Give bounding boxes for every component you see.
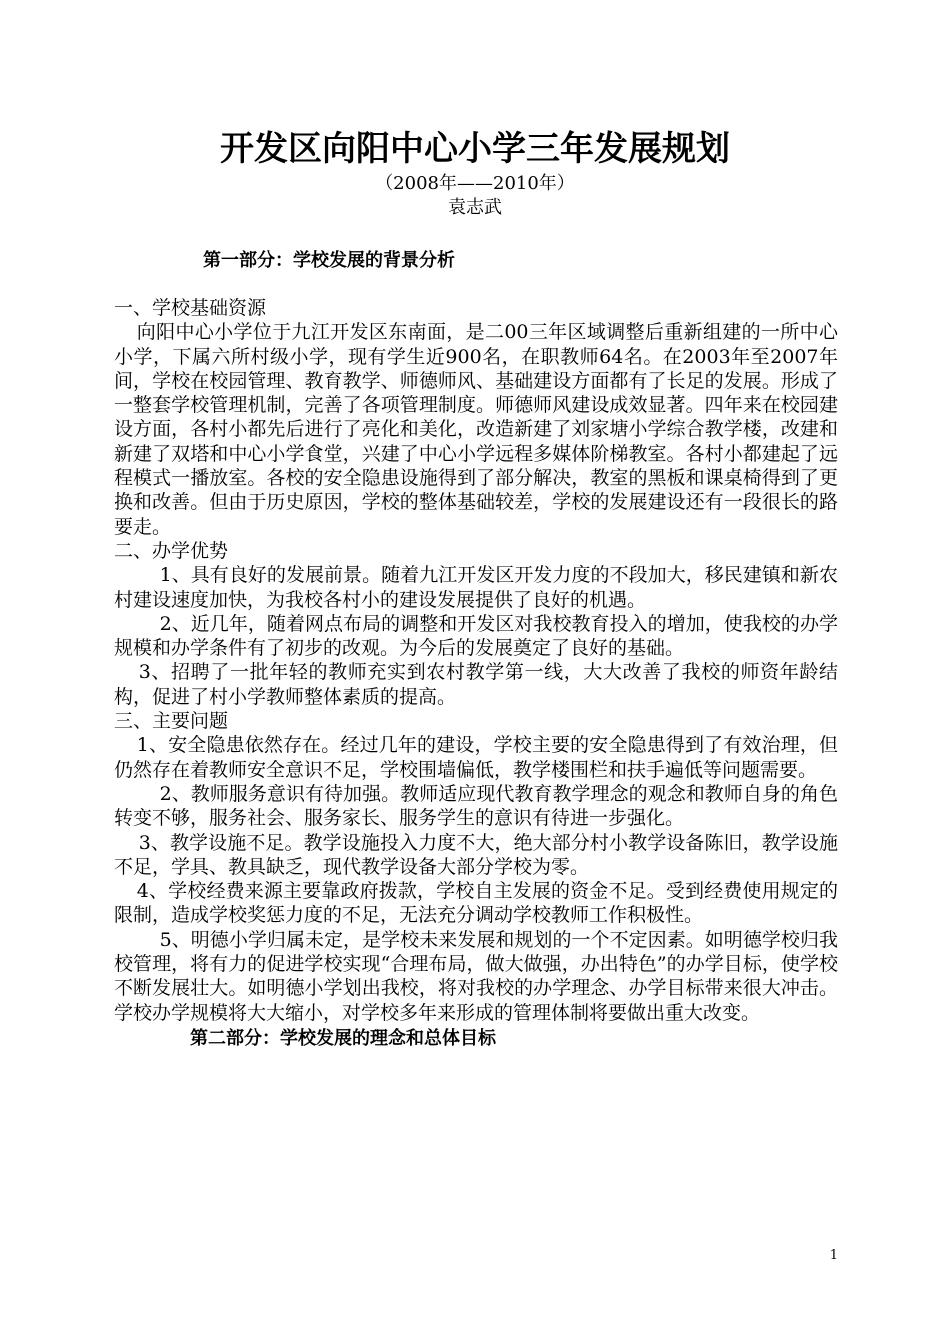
document-body bbox=[114, 296, 838, 1051]
document-period: （2008年——2010年） bbox=[375, 173, 575, 194]
section2-item-1: 1、具有良好的发展前景。随着九江开发区开发力度的不段加大，移民建镇和新农村建设速度加快，为我校各村小的建设发展提供了良好的机遇。 bbox=[114, 564, 838, 611]
document-author: 袁志武 bbox=[448, 197, 502, 218]
section2-item-2: 2、近几年，随着网点布局的调整和开发区对我校教育投入的增加，使我校的办学规模和办学条件有了初步的改观。为今后的发展奠定了良好的基础。 bbox=[114, 612, 838, 660]
section2-item-3: 3、招聘了一批年轻的教师充实到农村教学第一线，大大改善了我校的师资年龄结构，促进了村小学教师整体素质的提高。 bbox=[114, 661, 838, 708]
section3-item-2: 2、教师服务意识有待加强。教师适应现代教育教学理念的观念和教师自身的角色转变不够，服务社会、服务家长、服务学生的意识有待进一步强化。 bbox=[114, 782, 838, 830]
section3-heading: 三、主要问题 bbox=[114, 710, 229, 733]
part1-heading: 第一部分：学校发展的背景分析 bbox=[203, 250, 455, 271]
part2-heading: 第二部分：学校发展的理念和总体目标 bbox=[190, 1027, 496, 1049]
document-title: 开发区向阳中心小学三年发展规划 bbox=[220, 129, 730, 169]
section3-item-4: 4、学校经费来源主要靠政府拨款，学校自主发展的资金不足。受到经费使用规定的限制，造成学校奖惩力度的不足，无法充分调动学校教师工作积极性。 bbox=[114, 880, 838, 927]
page-number: 1 bbox=[829, 1248, 838, 1263]
section1-paragraph: 向阳中心小学位于九江开发区东南面，是二00三年区域调整后重新组建的一所中心小学，下属六所村级小学，现有学生近900名，在职教师64名。在2003年至2007年间，学校在校园管理、教育教学、师德师风、基础建设方面都有了长足的发展。形成了一整套学校管理机制，完善了各项管理制度。师德师风建设成效显著。四年来在校园建设方面，各村小都先后进行了亮化和美化，改造新建了刘家塘小学综合教学楼，改建和新建了双塔和中心小学食堂，兴建了中心小学远程多媒体阶梯教室。各村小都建起了远程模式一播放室。各校的安全隐患设施得到了部分解决，教室的黑板和课桌椅得到了更换和改善。但由于历史原因，学校的整体基础较差，学校的发展建设还有一段很长的路要走。 bbox=[114, 321, 838, 538]
section3-item-1: 1、安全隐患依然存在。经过几年的建设，学校主要的安全隐患得到了有效治理，但仍然存在着教师安全意识不足，学校围墙偏低，教学楼围栏和扶手遍低等问题需要。 bbox=[114, 734, 838, 781]
section3-item-5: 5、明德小学归属未定，是学校未来发展和规划的一个不定因素。如明德学校归我校管理，将有力的促进学校实现“合理布局，做大做强，办出特色”的办学目标，使学校不断发展壮大。如明德小学划出我校，将对我校的办学理念、办学目标带来很大冲击。学校办学规模将大大缩小，对学校多年来形成的管理体制将要做出重大改变。 bbox=[114, 928, 838, 1024]
section3-item-3: 3、教学设施不足。教学设施投入力度不大，绝大部分村小教学设备陈旧，教学设施不足，学具、教具缺乏，现代教学设备大部分学校为零。 bbox=[114, 831, 838, 878]
section1-heading: 一、学校基础资源 bbox=[114, 297, 267, 319]
section2-heading: 二、办学优势 bbox=[114, 539, 229, 562]
